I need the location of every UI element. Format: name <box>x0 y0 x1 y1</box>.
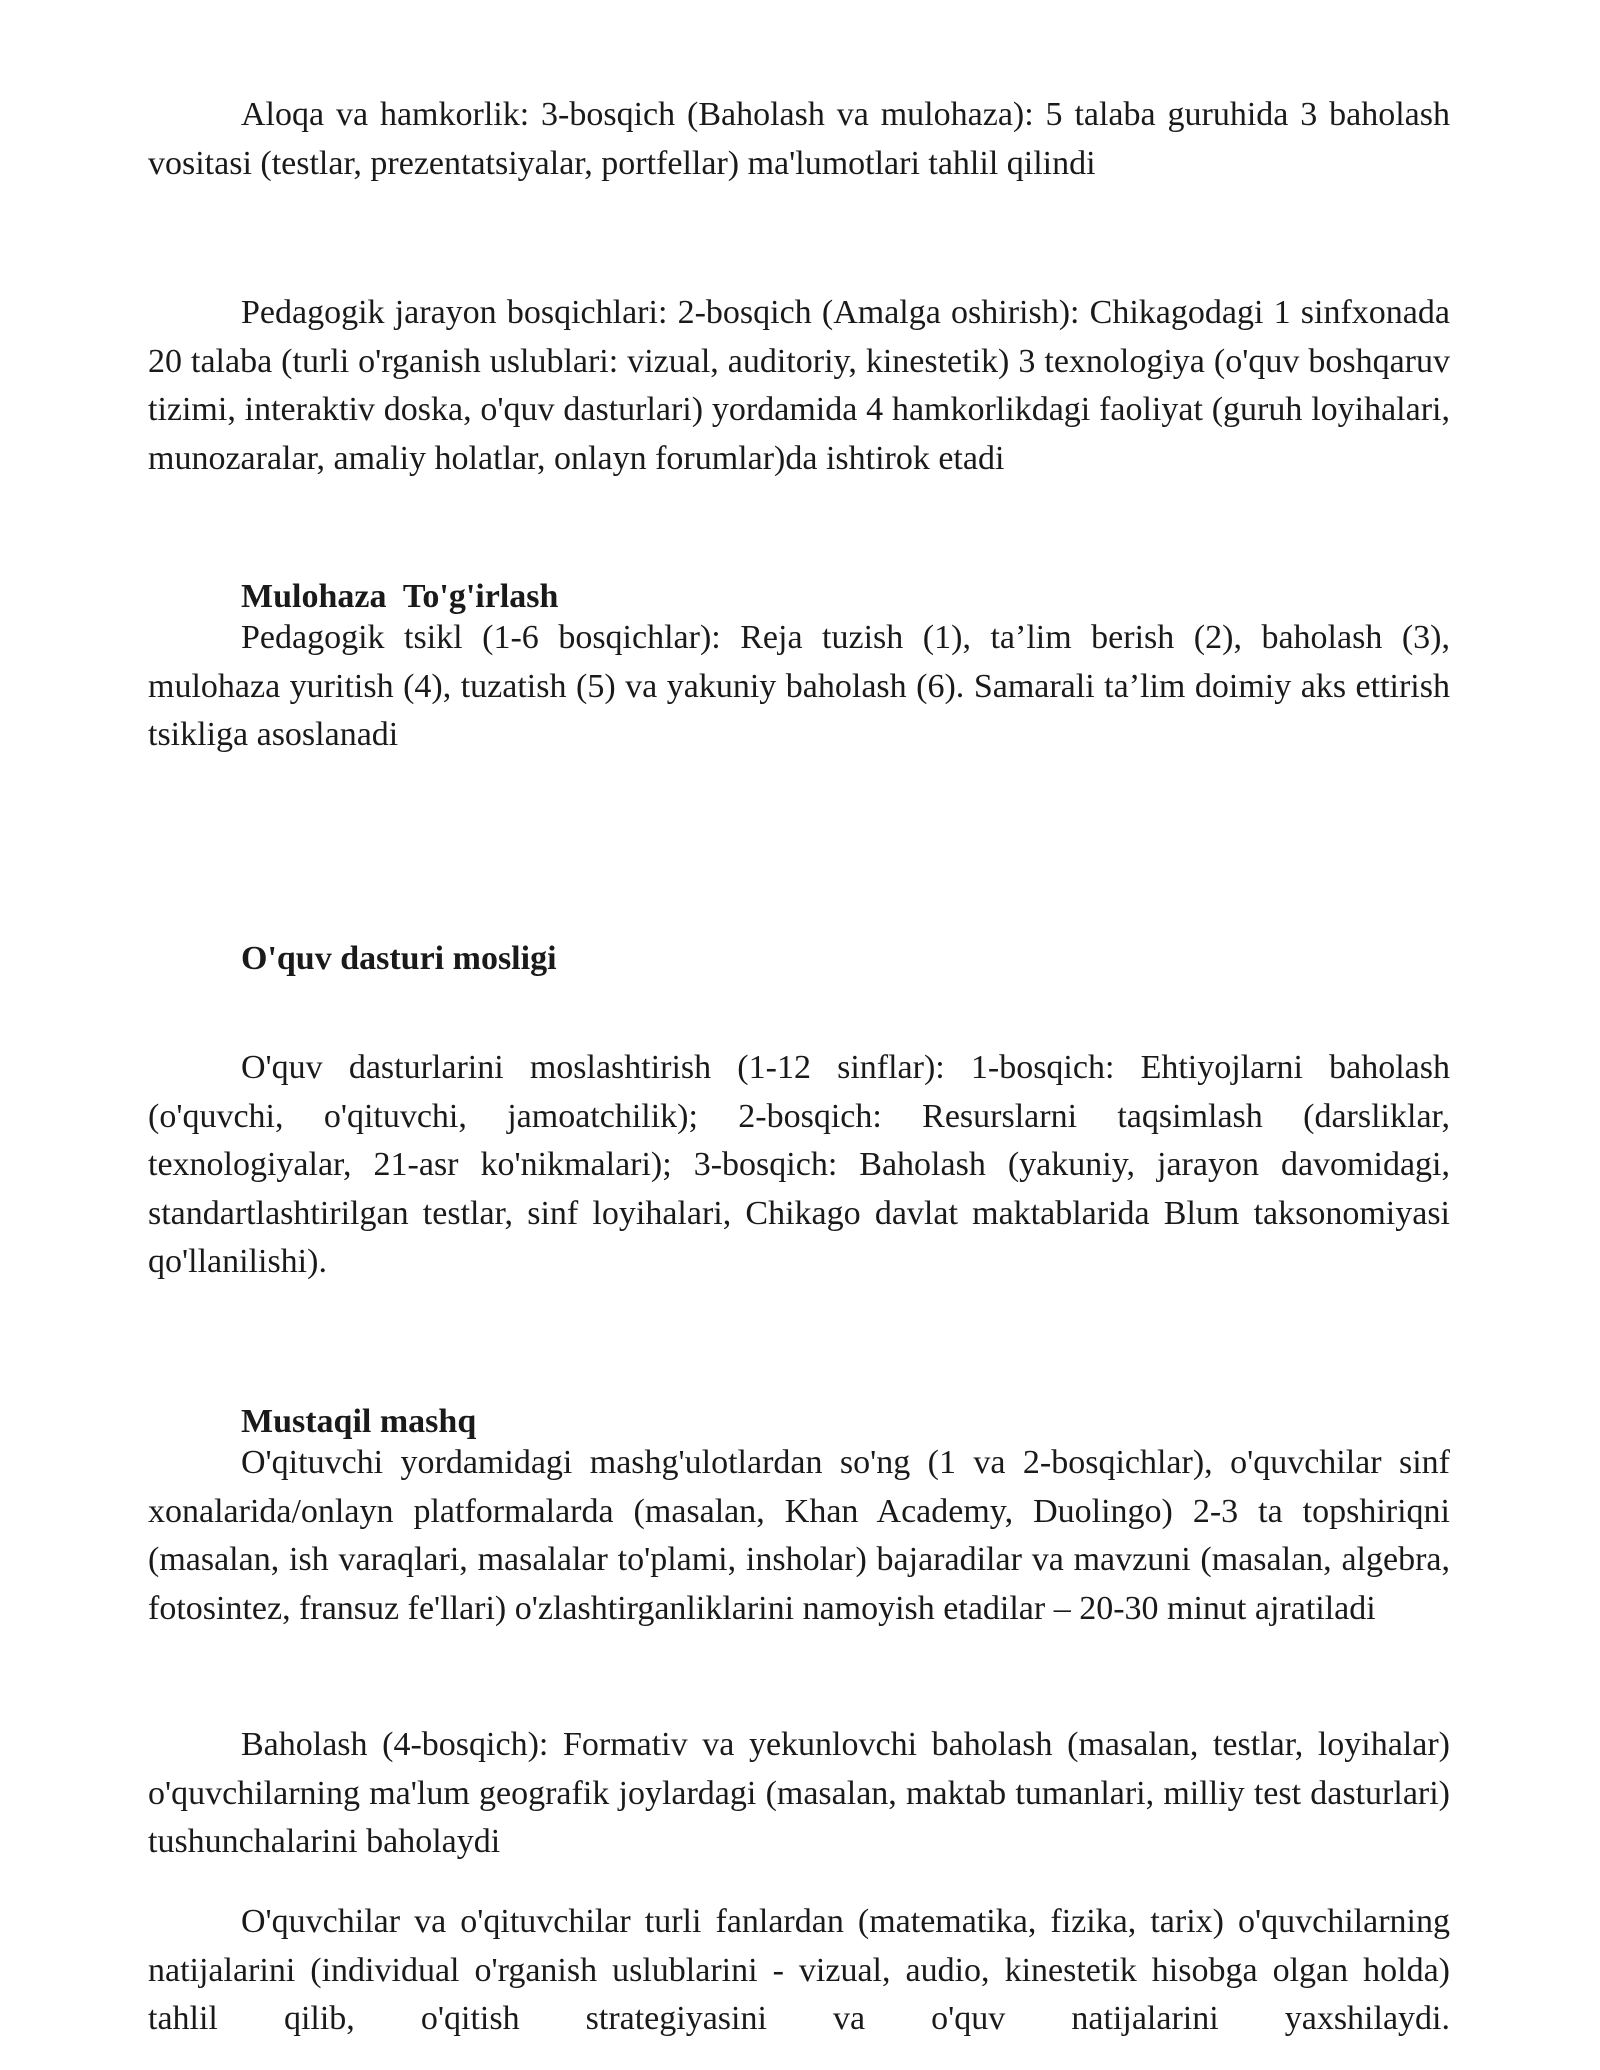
paragraph-oquvchilar-va-oqituvchilar: O'quvchilar va o'qituvchilar turli fanlardan (matematika, fizika, tarix) o'quvchilarning natijalarini (individual o'rganish uslublarini - vizual, audio, kinestetik hisobga olgan holda) tahlil qilib, o'qitish strategiyasini va o'quv natijalarini yaxshilaydi. <box>148 1903 1450 2037</box>
paragraph-pedagogik-tsikl: Pedagogik tsikl (1-6 bosqichlar): Reja tuzish (1), ta’lim berish (2), baholash (3), mulohaza yuritish (4), tuzatish (5) va yakuniy baholash (6). Samarali ta’lim doimiy aks ettirish tsikliga asoslanadi <box>148 619 1450 753</box>
paragraph-baholash-4-bosqich: Baholash (4-bosqich): Formativ va yekunlovchi baholash (masalan, testlar, loyihalar) o'quvchilarning ma'lum geografik joylardagi (masalan, maktab tumanlari, milliy test dasturlari) tushunchalarini baholaydi <box>148 1726 1450 1860</box>
heading-mulohaza-togirlash: Mulohaza To'g'irlash <box>241 578 559 615</box>
heading-oquv-dasturi-mosligi: O'quv dasturi mosligi <box>241 940 557 977</box>
paragraph-oqituvchi-yordamidagi: O'qituvchi yordamidagi mashg'ulotlardan so'ng (1 va 2-bosqichlar), o'quvchilar sinf xonalarida/onlayn platformalarda (masalan, Khan Academy, Duolingo) 2-3 ta topshiriqni (masalan, ish varaqlari, masalalar to'plami, insholar) bajaradilar va mavzuni (masalan, algebra, fotosintez, fransuz fe'llari) o'zlashtirganliklarini namoyish etadilar – 20-30 minut ajratiladi <box>148 1444 1450 1627</box>
heading-mustaqil-mashq: Mustaqil mashq <box>241 1403 477 1440</box>
paragraph-pedagogik-jarayon: Pedagogik jarayon bosqichlari: 2-bosqich (Amalga oshirish): Chikagodagi 1 sinfxonada 20 talaba (turli o'rganish uslublari: vizual, auditoriy, kinestetik) 3 texnologiya (o'quv boshqaruv tizimi, interaktiv doska, o'quv dasturlari) yordamida 4 hamkorlikdagi faoliyat (guruh loyihalari, munozaralar, amaliy holatlar, onlayn forumlar)da ishtirok etadi <box>148 294 1450 477</box>
paragraph-oquv-dasturlarini-moslashtirish: O'quv dasturlarini moslashtirish (1-12 sinflar): 1-bosqich: Ehtiyojlarni baholash (o'quvchi, o'qituvchi, jamoatchilik); 2-bosqich: Resurslarni taqsimlash (darsliklar, texnologiyalar, 21-asr ko'nikmalari); 3-bosqich: Baholash (yakuniy, jarayon davomidagi, standartlashtirilgan testlar, sinf loyihalari, Chikago davlat maktablarida Blum taksonomiyasi qo'llanilishi). <box>148 1049 1450 1280</box>
paragraph-aloqa-hamkorlik: Aloqa va hamkorlik: 3-bosqich (Baholash va mulohaza): 5 talaba guruhida 3 baholash vositasi (testlar, prezentatsiyalar, portfellar) ma'lumotlari tahlil qilindi <box>148 96 1450 182</box>
